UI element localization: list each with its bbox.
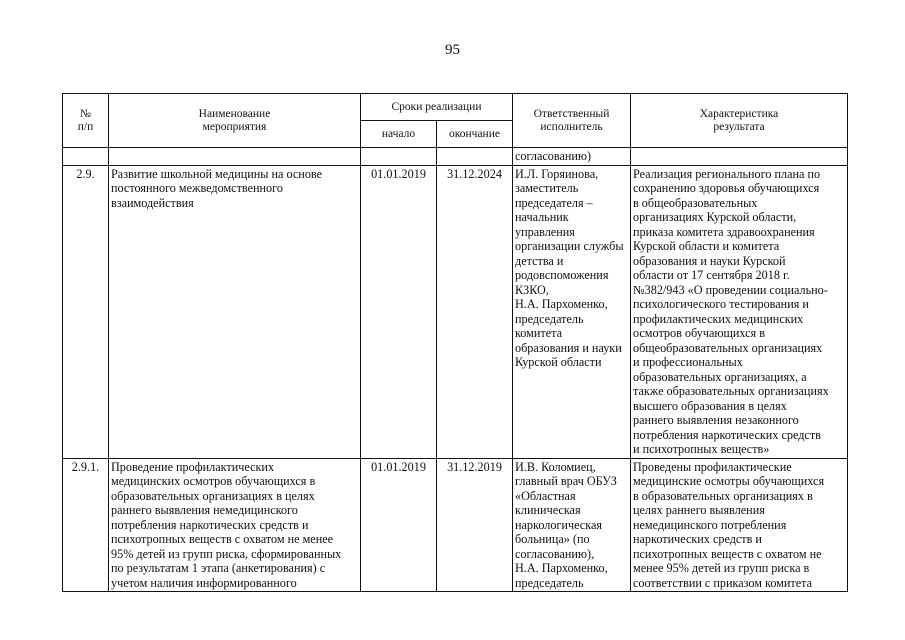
header-num: № п/п: [63, 94, 109, 148]
events-table: [62, 93, 848, 592]
header-start: начало: [361, 121, 437, 148]
cell-empty: [361, 148, 437, 166]
cell-empty: [63, 148, 109, 166]
row-start-date: 01.01.2019: [361, 458, 437, 592]
table-row: [63, 165, 848, 458]
row-result: Реализация регионального плана по сохранению здоровья обучающихся в общеобразовательных организациях Курской области, приказа комитета здравоохранения Курской области и комитета образования и науки Курской области от 17 сентября 2018 г. №382/943 «О проведении социально- психологического тестирования и профилактических медицинских осмотров обучающихся в общеобразовательных организациях и профессиональных образовательных организациях, а также образовательных организациях высшего образования в целях раннего выявления незаконного потребления наркотических средств и психотропных веществ»: [631, 165, 848, 458]
table-row-continuation: [63, 148, 848, 166]
header-end: окончание: [437, 121, 513, 148]
continuation-responsible: согласованию): [513, 148, 631, 166]
header-name: Наименование мероприятия: [109, 94, 361, 148]
cell-empty: [631, 148, 848, 166]
row-name: Развитие школьной медицины на основе постоянного межведомственного взаимодействия: [109, 165, 361, 458]
row-end-date: 31.12.2019: [437, 458, 513, 592]
row-responsible: И.В. Коломиец, главный врач ОБУЗ «Областная клиническая наркологическая больница» (по согласованию), Н.А. Пархоменко, председатель: [513, 458, 631, 592]
row-responsible: И.Л. Горяинова, заместитель председателя – начальник управления организации службы детства и родовспоможения КЗКО, Н.А. Пархоменко, председатель комитета образования и науки Курской области: [513, 165, 631, 458]
header-result: Характеристика результата: [631, 94, 848, 148]
table-row: [63, 458, 848, 592]
row-name: Проведение профилактических медицинских осмотров обучающихся в образовательных организациях в целях раннего выявления немедицинского потребления наркотических средств и психотропных веществ с охватом не менее 95% детей из групп риска, сформированных по результатам 1 этапа (анкетирования) с учетом наличия информированного: [109, 458, 361, 592]
cell-empty: [109, 148, 361, 166]
row-end-date: 31.12.2024: [437, 165, 513, 458]
row-result: Проведены профилактические медицинские осмотры обучающихся в образовательных организациях в целях раннего выявления немедицинского потребления наркотических средств и психотропных веществ с охватом не менее 95% детей из групп риска в соответствии с приказом комитета: [631, 458, 848, 592]
row-number: 2.9.1.: [63, 458, 109, 592]
cell-empty: [437, 148, 513, 166]
row-start-date: 01.01.2019: [361, 165, 437, 458]
page-number: 95: [445, 42, 460, 58]
row-number: 2.9.: [63, 165, 109, 458]
header-dates: Сроки реализации: [361, 94, 513, 121]
header-responsible: Ответственный исполнитель: [513, 94, 631, 148]
